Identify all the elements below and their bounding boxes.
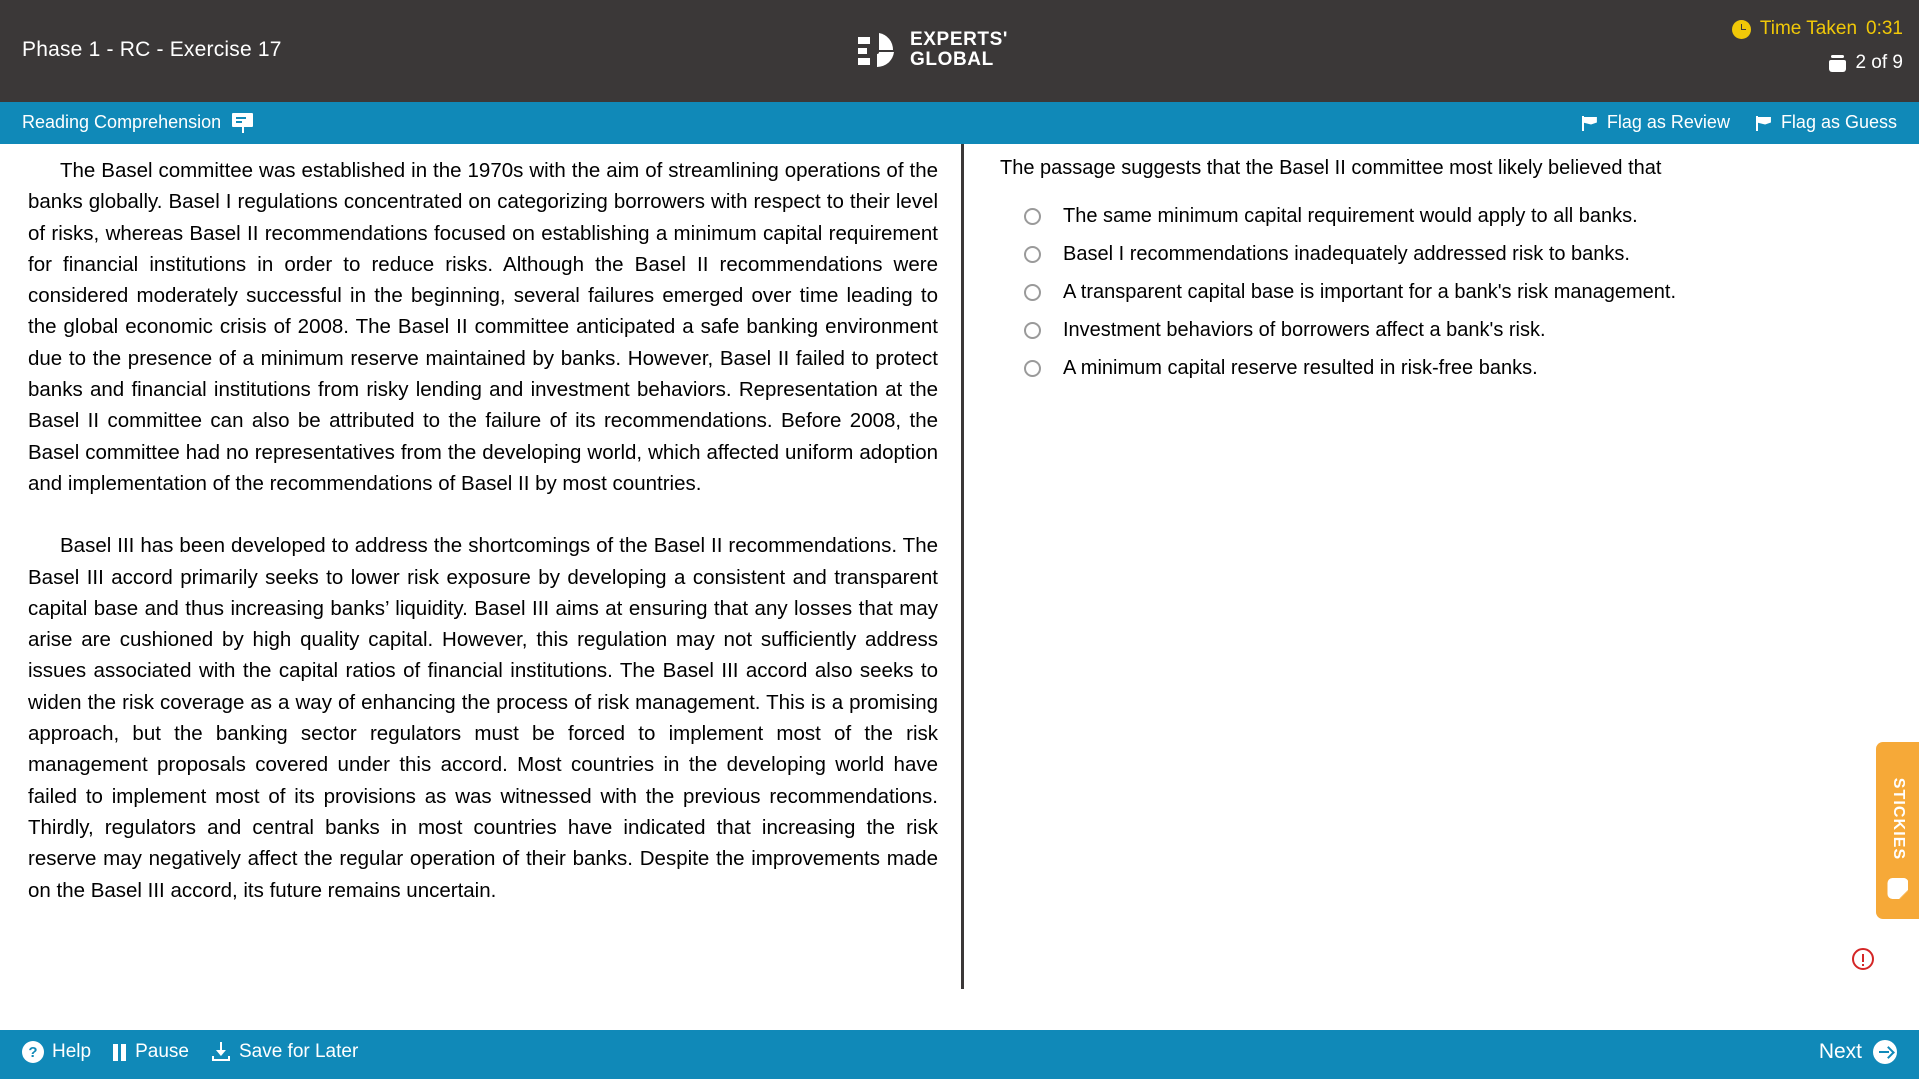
question-panel <box>1000 144 1880 394</box>
stickies-tab[interactable] <box>1876 742 1919 919</box>
panel-divider <box>961 144 964 989</box>
pause-label: Pause <box>135 1041 189 1062</box>
radio-button-4[interactable] <box>1024 322 1041 339</box>
experts-global-logo-icon <box>855 28 899 72</box>
help-label: Help <box>52 1041 92 1062</box>
main-content <box>0 144 1919 1030</box>
answer-option-label-4: Investment behaviors of borrowers affect a bank's risk. <box>1063 319 1546 341</box>
radio-button-5[interactable] <box>1024 360 1041 377</box>
presentation-board-icon[interactable] <box>232 113 253 133</box>
exclamation-circle-icon[interactable] <box>1852 948 1874 970</box>
question-mark-icon: ? <box>22 1041 44 1063</box>
radio-button-3[interactable] <box>1024 284 1041 301</box>
question-stem: The passage suggests that the Basel II committee most likely believed that <box>1000 157 1662 179</box>
answer-option-1[interactable] <box>1000 204 1880 242</box>
answer-options-list <box>1000 204 1880 394</box>
page-title: Phase 1 - RC - Exercise 17 <box>22 38 282 61</box>
exam-meta <box>1732 18 1903 74</box>
passage-paragraph-2: Basel III has been developed to address the shortcomings of the Basel II recommendations. The Basel III accord primarily seeks to lower risk exposure by developing a consistent and transparent capital base and thus increasing banks’ liquidity. Basel III aims at ensuring that any losses that may arise are cushioned by high quality capital. However, this regulation may not sufficiently address issues associated with the capital ratios of financial institutions. The Basel III accord also seeks to widen the risk coverage as a way of enhancing the process of risk management. This is a promising approach, but the banking sector regulators must be forced to implement most of the risk management proposals covered under this accord. Most countries in the developing world have failed to implement most of its provisions as was witnessed with the previous recommendations. Thirdly, regulators and central banks in most countries have indicated that increasing the risk reserve may negatively affect the regular operation of their banks. Despite the improvements made on the Basel III accord, its future remains uncertain. <box>28 534 938 902</box>
flag-controls <box>1582 112 1897 133</box>
top-header-bar <box>0 0 1919 102</box>
radio-button-1[interactable] <box>1024 208 1041 225</box>
section-title <box>22 112 253 133</box>
save-for-later-button[interactable] <box>211 1041 358 1063</box>
section-bar <box>0 102 1919 144</box>
flag-icon <box>1756 115 1772 131</box>
logo-text-line-2: GLOBAL <box>910 49 994 70</box>
answer-option-label-1: The same minimum capital requirement would apply to all banks. <box>1063 205 1638 227</box>
answer-option-4[interactable] <box>1000 318 1880 356</box>
flag-icon <box>1582 115 1598 131</box>
radio-button-2[interactable] <box>1024 246 1041 263</box>
answer-option-label-5: A minimum capital reserve resulted in risk-free banks. <box>1063 357 1538 379</box>
passage-paragraph-1: The Basel committee was established in the 1970s with the aim of streamlining operations of the banks globally. Basel I regulations concentrated on categorizing borrowers with respect to their level of risks, whereas Basel II recommendations focused on establishing a minimum capital requirement for financial institutions in order to reduce risks. Although the Basel II recommendations were considered moderately successful in the beginning, several failures emerged over time leading to the global economic crisis of 2008. The Basel II committee anticipated a safe banking environment due to the presence of a minimum reserve maintained by banks. However, Basel II failed to protect banks and financial institutions from risky lending and investment behaviors. Representation at the Basel II committee can also be attributed to the failure of its recommendations. Before 2008, the Basel committee had no representatives from the developing world, which affected uniform adoption and implementation of the recommendations of Basel II by most countries. <box>28 159 938 495</box>
answer-option-label-3: A transparent capital base is important for a bank's risk management. <box>1063 281 1677 303</box>
answer-option-2[interactable] <box>1000 242 1880 280</box>
flag-as-review-label: Flag as Review <box>1606 112 1730 132</box>
deck-icon <box>1829 55 1846 72</box>
help-button[interactable] <box>22 1041 91 1063</box>
download-icon <box>211 1042 231 1062</box>
question-counter-value: 2 of 9 <box>1855 52 1903 73</box>
question-counter <box>1732 52 1903 74</box>
answer-option-5[interactable] <box>1000 356 1880 394</box>
bottom-toolbar <box>0 1030 1919 1079</box>
bottom-toolbar-actions <box>22 1041 358 1063</box>
arrow-right-circle-icon <box>1873 1040 1897 1064</box>
next-label: Next <box>1818 1040 1862 1063</box>
clock-icon <box>1732 20 1751 39</box>
time-taken-value: 0:31 <box>1866 18 1903 39</box>
passage-panel <box>28 144 938 906</box>
answer-option-3[interactable] <box>1000 280 1880 318</box>
stickies-label: STICKIES <box>1889 777 1907 861</box>
next-button[interactable] <box>1819 1040 1897 1064</box>
brand-logo <box>855 28 1008 72</box>
time-taken <box>1732 18 1903 40</box>
flag-as-review-button[interactable] <box>1582 112 1730 133</box>
pause-button[interactable] <box>113 1041 189 1063</box>
section-title-label: Reading Comprehension <box>22 112 222 132</box>
sticky-note-icon <box>1887 878 1908 899</box>
flag-as-guess-button[interactable] <box>1756 112 1897 133</box>
logo-text-line-1: EXPERTS' <box>910 29 1009 50</box>
answer-option-label-2: Basel I recommendations inadequately addressed risk to banks. <box>1063 243 1630 265</box>
pause-icon <box>113 1044 127 1061</box>
time-taken-label: Time Taken <box>1759 18 1858 39</box>
flag-as-guess-label: Flag as Guess <box>1780 112 1897 132</box>
save-for-later-label: Save for Later <box>238 1041 359 1062</box>
